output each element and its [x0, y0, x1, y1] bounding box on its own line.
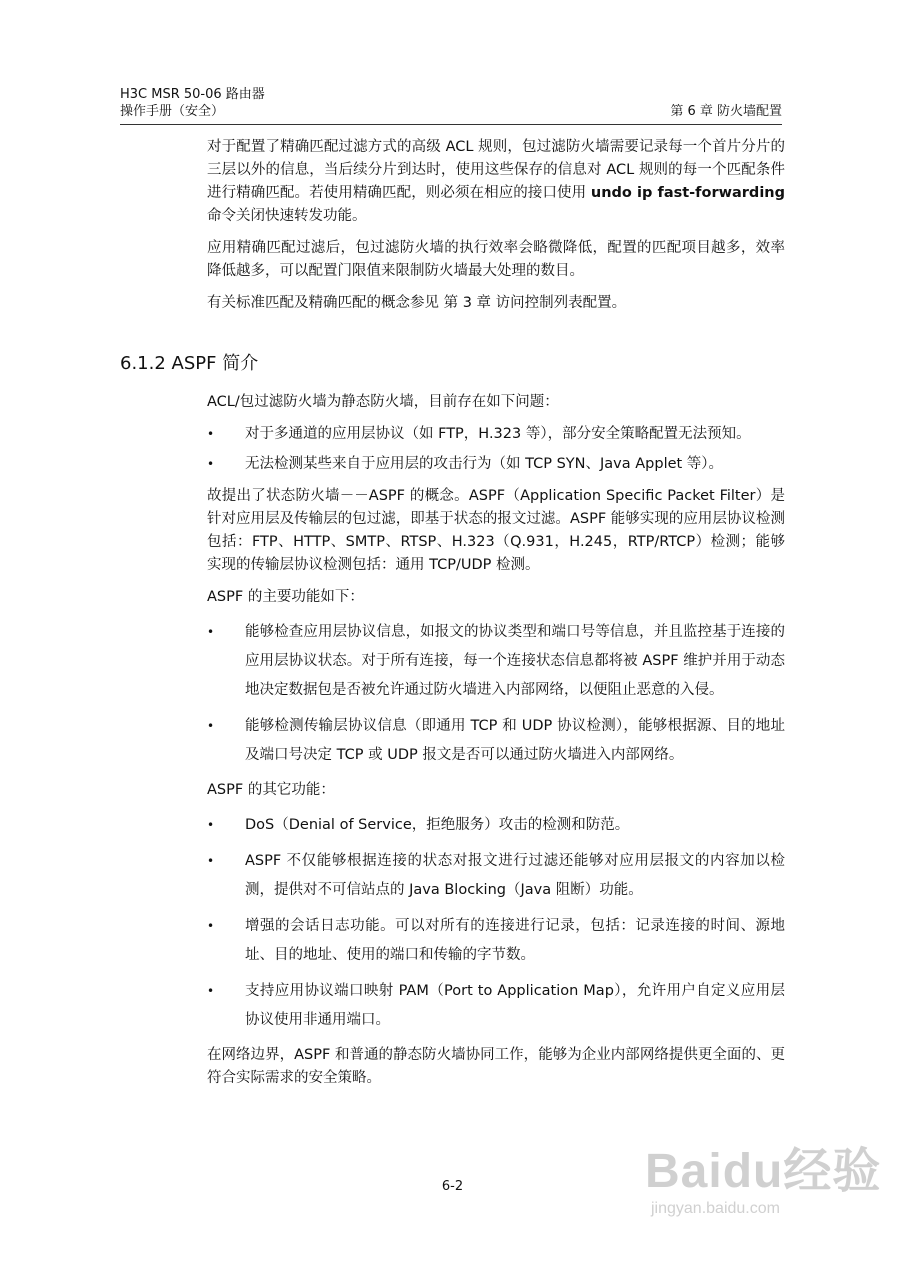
- paragraph-exact-match: 对于配置了精确匹配过滤方式的高级 ACL 规则，包过滤防火墙需要记录每一个首片分片的三层以外的信息，当后续分片到达时，使用这些保存的信息对 ACL 规则的每一个匹配条件进行精确匹配。若使用精确匹配，则必须在相应的接口使用 undo ip fast-forwarding 命令关闭快速转发功能。: [207, 139, 785, 224]
- page-header: [120, 86, 782, 120]
- aspf-conclusion: 在网络边界，ASPF 和普通的静态防火墙协同工作，能够为企业内部网络提供更全面的、更符合实际需求的安全策略。: [207, 1047, 785, 1086]
- product-name: H3C MSR 50-06 路由器: [120, 87, 265, 102]
- list-item: • 无法检测某些来自于应用层的攻击行为（如 TCP SYN、Java Applet 等）。: [207, 453, 785, 476]
- section-title: 6.1.2 ASPF 简介: [120, 353, 259, 374]
- aspf-concept: 故提出了状态防火墙－－ASPF 的概念。ASPF（Application Specific Packet Filter）是针对应用层及传输层的包过滤，即基于状态的报文过滤。ASPF 能够实现的应用层协议检测包括：FTP、HTTP、SMTP、RTSP、H.323（Q.931，H.245，RTP/RTCP）检测；能够实现的传输层协议检测包括：通用 TCP/UDP 检测。: [207, 488, 785, 573]
- header-divider: [120, 124, 782, 125]
- manual-name: 操作手册（安全）: [120, 104, 225, 119]
- list-item: • 支持应用协议端口映射 PAM（Port to Application Map），允许用户自定义应用层协议使用非通用端口。: [207, 977, 785, 1035]
- aspf-lead: ACL/包过滤防火墙为静态防火墙，目前存在如下问题：: [207, 394, 559, 410]
- intro-section: [207, 136, 785, 324]
- list-item: • ASPF 不仅能够根据连接的状态对报文进行过滤还能够对应用层报文的内容加以检测，提供对不可信站点的 Java Blocking（Java 阻断）功能。: [207, 847, 785, 905]
- chapter-title: 第 6 章 防火墙配置: [670, 104, 782, 119]
- watermark-logo: Baidu经验: [645, 1145, 882, 1198]
- list-item: • 对于多通道的应用层协议（如 FTP，H.323 等），部分安全策略配置无法预知。: [207, 423, 785, 446]
- command-text: undo ip fast-forwarding: [590, 185, 785, 201]
- page-number: 6-2: [441, 1179, 464, 1194]
- main-functions-lead: ASPF 的主要功能如下：: [207, 589, 364, 605]
- paragraph-reference: 有关标准匹配及精确匹配的概念参见 第 3 章 访问控制列表配置。: [207, 295, 627, 311]
- list-item: • DoS（Denial of Service，拒绝服务）攻击的检测和防范。: [207, 811, 785, 840]
- paragraph-efficiency: 应用精确匹配过滤后，包过滤防火墙的执行效率会略微降低，配置的匹配项目越多，效率降低越多，可以配置门限值来限制防火墙最大处理的数目。: [207, 240, 785, 279]
- watermark-url: jingyan.baidu.com: [651, 1200, 780, 1217]
- other-function-list: [207, 811, 785, 1035]
- other-functions-lead: ASPF 的其它功能：: [207, 782, 335, 798]
- main-function-list: [207, 618, 785, 770]
- baidu-watermark: [645, 1145, 881, 1219]
- list-item: • 增强的会话日志功能。可以对所有的连接进行记录，包括：记录连接的时间、源地址、目的地址、使用的端口和传输的字节数。: [207, 912, 785, 970]
- problem-list: [207, 423, 785, 476]
- list-item: • 能够检查应用层协议信息，如报文的协议类型和端口号等信息，并且监控基于连接的应用层协议状态。对于所有连接，每一个连接状态信息都将被 ASPF 维护并用于动态地决定数据包是否被允许通过防火墙进入内部网络，以便阻止恶意的入侵。: [207, 618, 785, 705]
- list-item: • 能够检测传输层协议信息（即通用 TCP 和 UDP 协议检测），能够根据源、目的地址及端口号决定 TCP 或 UDP 报文是否可以通过防火墙进入内部网络。: [207, 712, 785, 770]
- aspf-section: [207, 391, 785, 1099]
